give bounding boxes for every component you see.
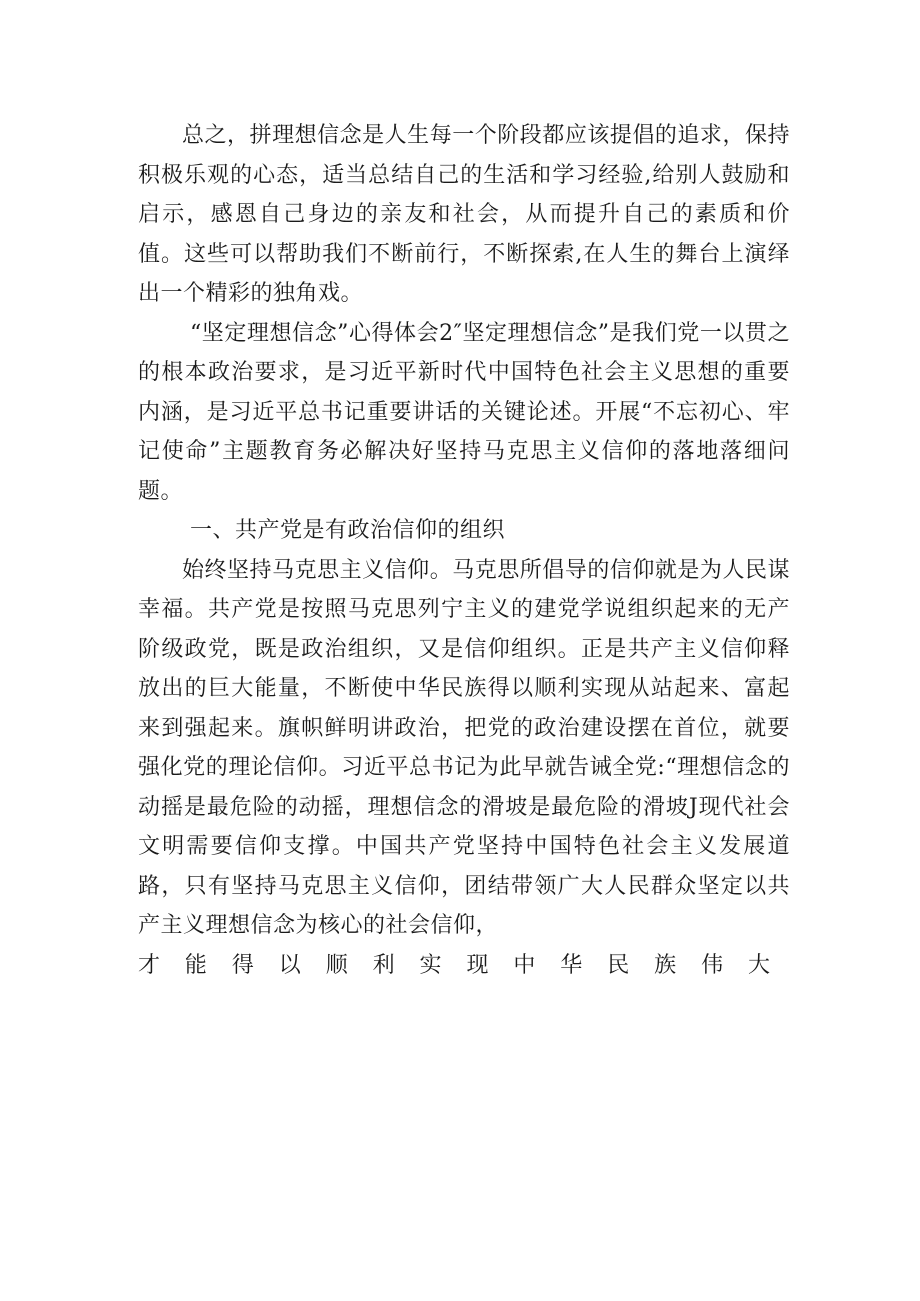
last-line-char: 得: [231, 952, 254, 978]
section-heading: 一、共产党是有政治信仰的组织: [190, 518, 506, 543]
section-body-paragraph: 始终坚持马克思主义信仰。马克思所倡导的信仰就是为人民谋幸福。共产党是按照马克思列宁主义的建党学说组织起来的无产阶级政党，既是政治组织，又是信仰组织。正是共产主义信仰释放出的巨大能量，不断使中华民族得以顺利实现从站起来、富起来到强起来。旗帜鲜明讲政治，把党的政治建设摆在首位，就要强化党的理论信仰。习近平总书记为此早就告诫全党:“理想信念的动摇是最危险的动摇，理想信念的滑坡是最危险的滑坡J现代社会文明需要信仰支撑。中国共产党坚持中国特色社会主义发展道路，只有坚持马克思主义信仰，团结带领广大人民群众坚定以共产主义理想信念为核心的社会信仰，: [138, 557, 790, 938]
last-line-char: 族: [654, 952, 677, 978]
last-line-char: 才: [138, 952, 161, 978]
last-line-char: 利: [372, 952, 395, 978]
last-line-char: 实: [419, 952, 442, 978]
last-line-char: 能: [184, 952, 207, 978]
essay-intro-paragraph: “坚定理想信念”心得体会2″坚定理想信念”是我们党一以贯之的根本政治要求，是习近平新时代中国特色社会主义思想的重要内涵，是习近平总书记重要讲话的关键论述。开展“不忘初心、牢记使命”主题教育务必解决好坚持马克思主义信仰的落地落细问题。: [138, 320, 790, 504]
last-line-char: 顺: [325, 952, 348, 978]
last-line-char: 以: [278, 952, 301, 978]
last-line-char: 华: [560, 952, 583, 978]
document-body: [138, 116, 790, 985]
last-line-char: 大: [747, 952, 770, 978]
conclusion-paragraph: 总之，拼理想信念是人生每一个阶段都应该提倡的追求，保持积极乐观的心态，适当总结自己的生活和学习经验,给别人鼓励和启示，感恩自己身边的亲友和社会，从而提升自己的素质和价值。这些可以帮助我们不断前行，不断探索,在人生的舞台上演绎出一个精彩的独角戏。: [138, 123, 790, 306]
last-line-char: 现: [466, 952, 489, 978]
last-line-char: 中: [513, 952, 536, 978]
last-line-char: 民: [607, 952, 630, 978]
spread-last-line: [138, 946, 770, 986]
last-line-char: 伟: [701, 952, 724, 978]
